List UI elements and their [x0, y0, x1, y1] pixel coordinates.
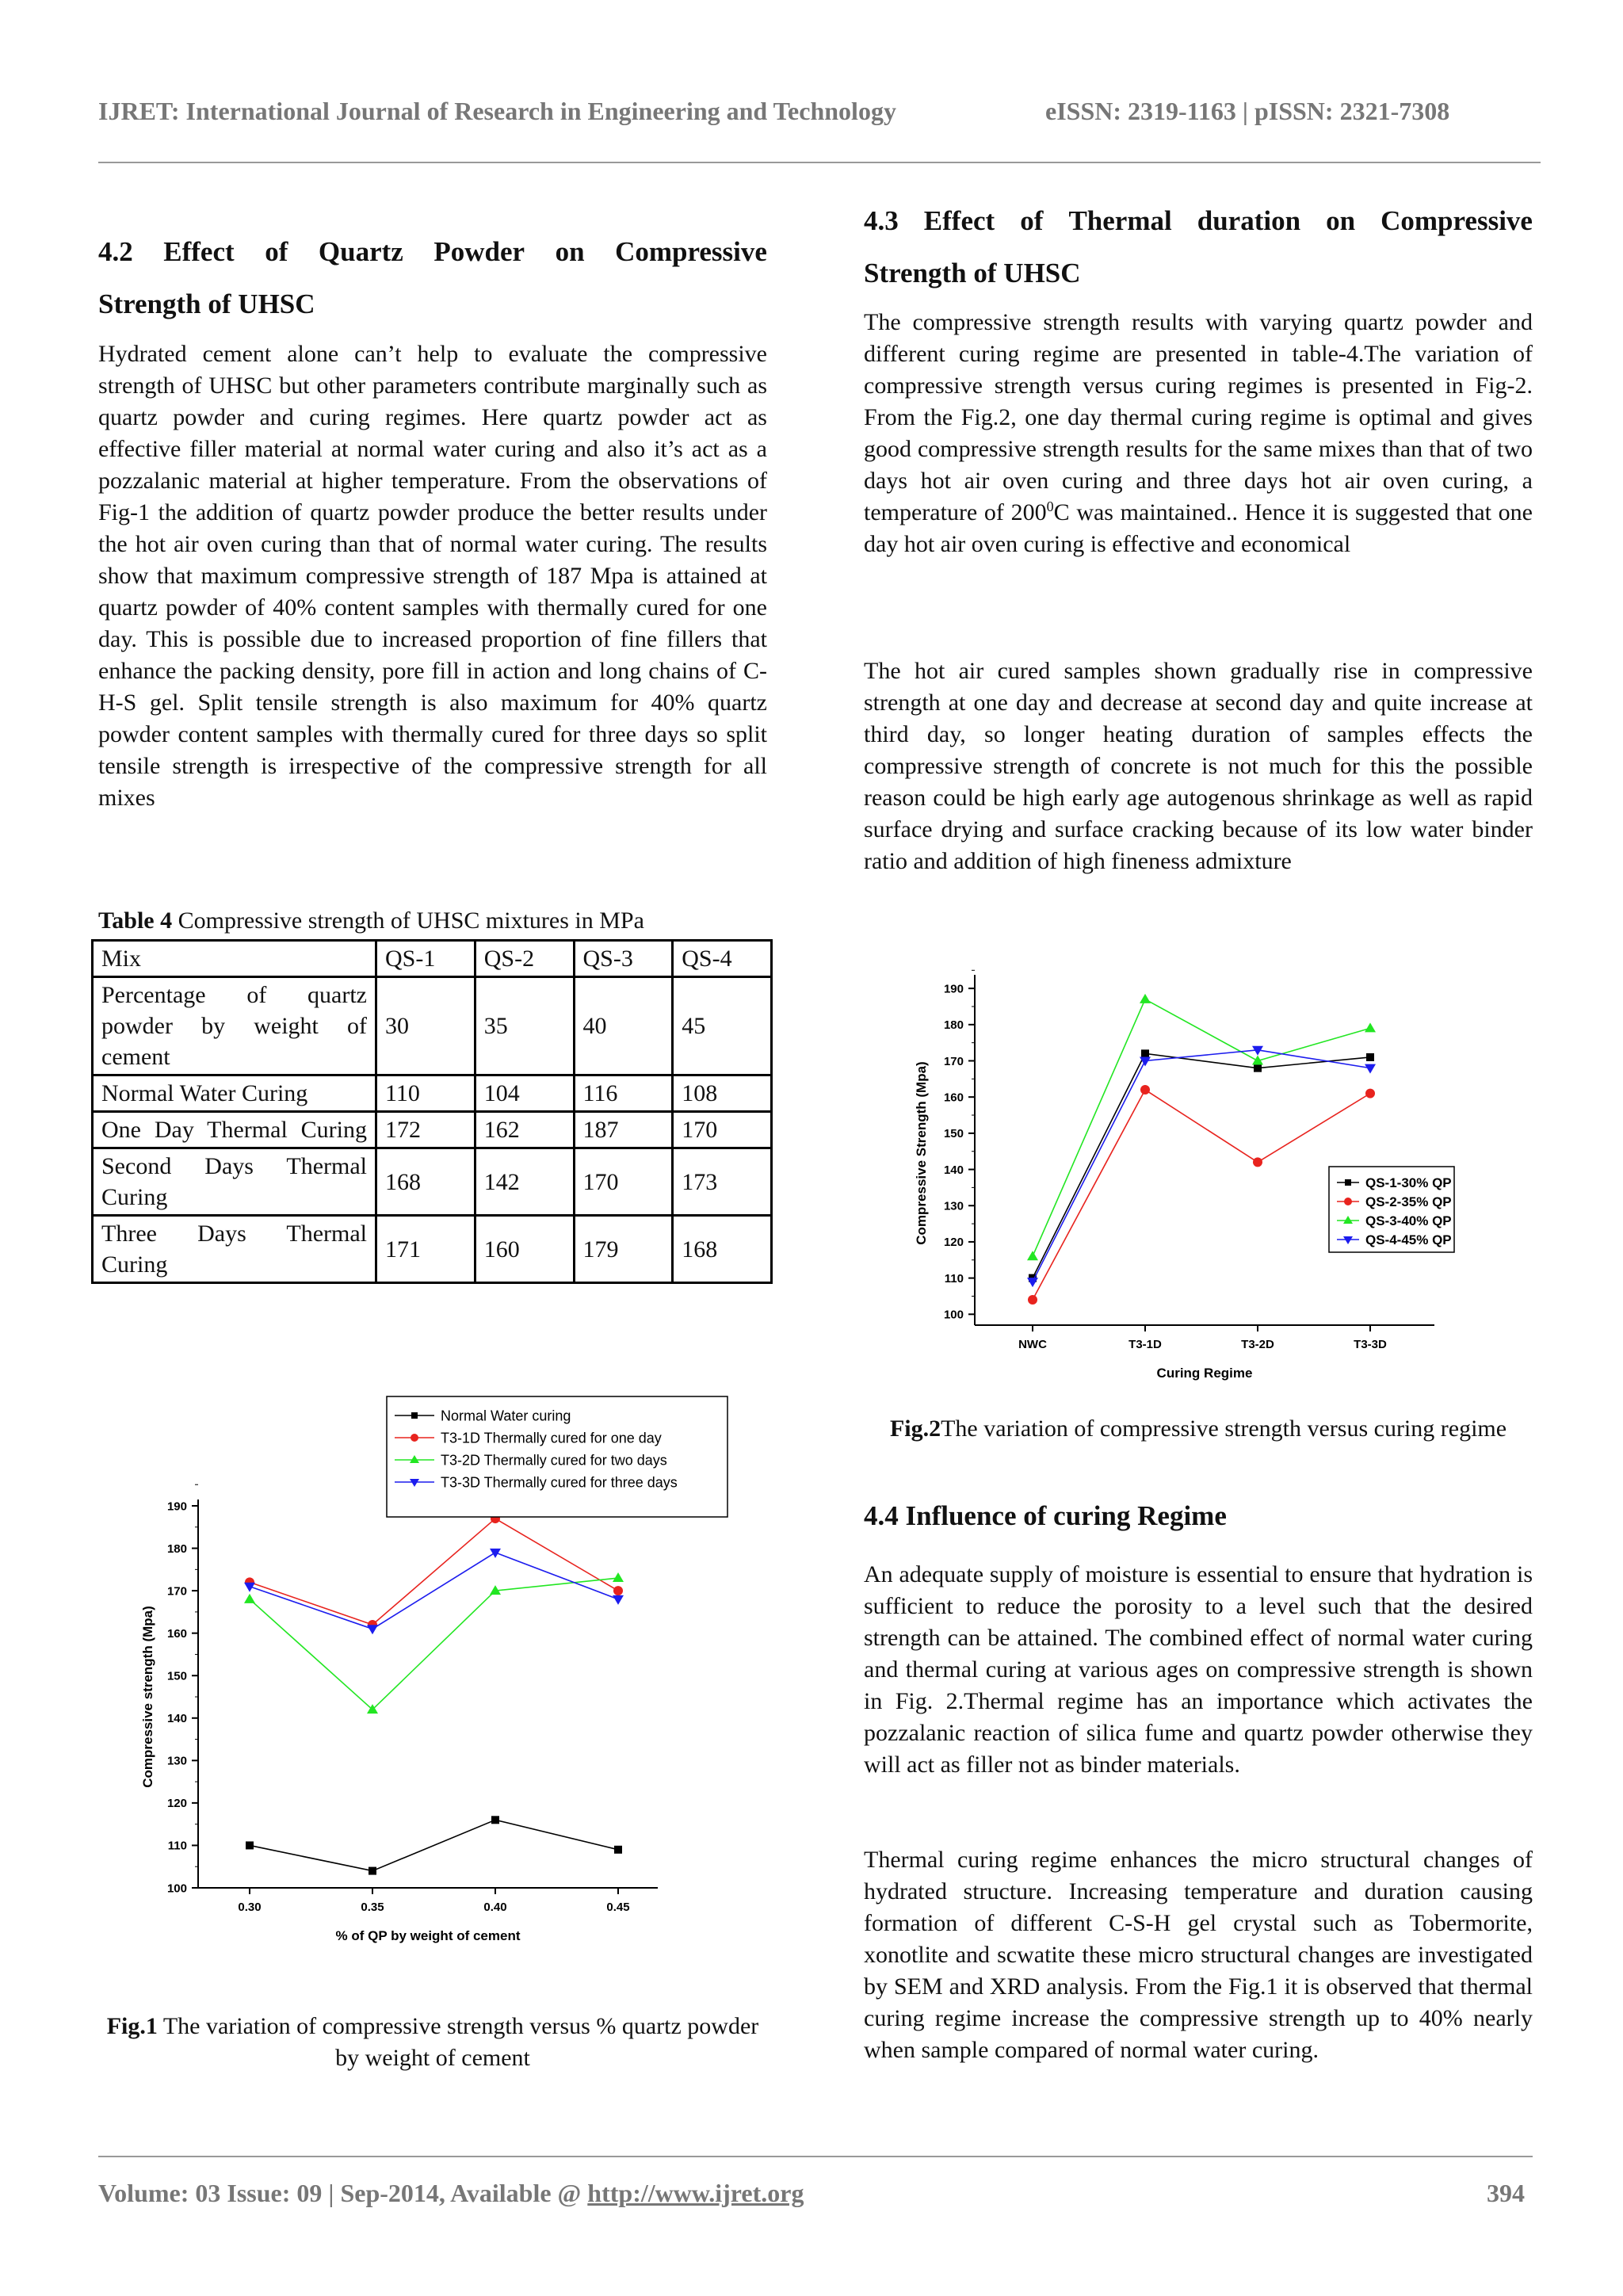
y-tick-label: 180 [166, 1541, 187, 1556]
x-tick-label: T3-2D [1241, 1338, 1274, 1351]
data-point [613, 1595, 624, 1605]
data-point [1140, 994, 1151, 1003]
data-point [244, 1594, 255, 1603]
data-point [1365, 1089, 1375, 1098]
y-tick-label: 140 [943, 1163, 964, 1177]
data-point [1254, 1064, 1262, 1072]
table-row: Normal Water Curing 110 104 116 108 [93, 1075, 772, 1112]
data-point [1366, 1053, 1374, 1061]
data-point [1027, 1278, 1038, 1287]
legend-label: QS-2-35% QP [1365, 1194, 1452, 1209]
section-4-3-paragraph-2: The hot air cured samples shown gradually rise in compressive strength at one day and decrease at second day and quite increase at third day, so longer heating duration of samples effects the compressive strength of concrete is not much for this the possible reason could be high early age autogenous shrinkage as well as rapid surface drying and surface cracking because of its low water binder ratio and addition of high fineness admixture [864, 658, 1533, 874]
y-tick-label: 120 [943, 1236, 964, 1250]
section-4-4-heading: 4.4 Influence of curing Regime [864, 1500, 1227, 1531]
data-point [490, 1549, 501, 1558]
figure-1-chart [135, 1387, 737, 1958]
y-tick-label: 190 [943, 982, 964, 996]
data-point [491, 1816, 499, 1824]
journal-title: IJRET: International Journal of Research in Engineering and Technology [98, 97, 896, 125]
table-row: Second Days Thermal Curing 168 142 170 173 [93, 1148, 772, 1216]
y-tick-label: 170 [166, 1584, 187, 1599]
x-tick-label: T3-1D [1128, 1338, 1162, 1351]
data-point [369, 1867, 376, 1875]
series-line-1 [250, 1820, 618, 1870]
header-rule [98, 162, 1541, 163]
section-4-3-paragraph-1: The compressive strength results with varying quartz powder and different curing regime are presented in table-4.The variation of compressive strength versus curing regimes is presented in Fig-2. From the Fig.2, one day thermal curing regime is optimal and gives good compressive strength results for the same mixes than that of two days hot air oven curing and three days hot air oven curing, a temperature of $200^0C$ was maintained.. Hence it is suggested that one day hot air oven curing is effective and economical [864, 309, 1533, 557]
series-line-1 [1033, 1053, 1370, 1278]
legend-label: T3-2D Thermally cured for two days [441, 1452, 667, 1469]
legend-marker [411, 1434, 418, 1442]
y-tick-label: 130 [166, 1754, 187, 1768]
y-axis-label: Compressive strength (Mpa) [140, 1606, 155, 1788]
table-4-caption: Table 4 Compressive strength of UHSC mixtures in MPa [98, 907, 644, 934]
footer-rule [98, 2156, 1533, 2157]
series-line-2 [1033, 1090, 1370, 1300]
x-tick-label: 0.45 [606, 1901, 630, 1914]
y-tick-label: 120 [166, 1797, 187, 1811]
data-point [613, 1572, 624, 1582]
page-number: 394 [1487, 2179, 1525, 2207]
section-4-3-heading: 4.3 Effect of Thermal duration on Compressive Strength of UHSC [864, 205, 1533, 288]
series-line-4 [1033, 1050, 1370, 1282]
y-tick-label: 100 [166, 1881, 187, 1896]
data-point [367, 1625, 378, 1634]
legend-marker [1345, 1179, 1351, 1186]
x-tick-label: 0.35 [361, 1901, 384, 1914]
legend-label: Normal Water curing [441, 1408, 571, 1424]
y-tick-label: 150 [943, 1127, 964, 1141]
data-point [613, 1586, 623, 1595]
table-row: One Day Thermal Curing 172 162 187 170 [93, 1112, 772, 1148]
legend-label: QS-4-45% QP [1365, 1232, 1452, 1247]
legend-label: QS-3-40% QP [1365, 1213, 1452, 1228]
y-tick-label: 190 [166, 1499, 187, 1514]
figure-2-chart [903, 959, 1474, 1387]
y-tick-label: 100 [943, 1308, 964, 1322]
y-tick-label: 160 [943, 1091, 964, 1105]
y-axis-label: Compressive Strength (Mpa) [914, 1061, 929, 1245]
data-point [1253, 1157, 1262, 1167]
journal-link[interactable]: http://www.ijret.org [587, 2179, 804, 2207]
data-point [1027, 1251, 1038, 1260]
x-axis-label: % of QP by weight of cement [335, 1928, 521, 1943]
y-tick-label: 140 [166, 1712, 187, 1726]
legend-marker [411, 1412, 418, 1419]
data-point [1365, 1022, 1376, 1032]
section-4-4-paragraph-1: An adequate supply of moisture is essential to ensure that hydration is sufficient to reduce the porosity to a level such that the desired strength can be attained. The combined effect of normal water curing and thermal curing at various ages on compressive strength is shown in Fig. 2.Thermal regime has an importance which activates the pozzalanic reaction of silica fume and quartz powder otherwise they will act as filler not as binder materials. [864, 1561, 1533, 1778]
x-tick-label: 0.30 [238, 1901, 262, 1914]
x-tick-label: NWC [1018, 1338, 1047, 1351]
legend-label: QS-1-30% QP [1365, 1175, 1452, 1190]
y-tick-label: 130 [943, 1199, 964, 1213]
x-tick-label: 0.40 [483, 1901, 507, 1914]
figure-1-caption: Fig.1 The variation of compressive strength versus % quartz powder by weight of cement [106, 2013, 759, 2071]
series-line-3 [250, 1578, 618, 1710]
data-point [1140, 1085, 1150, 1095]
series-line-2 [250, 1519, 618, 1625]
y-tick-label: 180 [943, 1018, 964, 1033]
x-tick-label: T3-3D [1354, 1338, 1387, 1351]
data-point [1028, 1295, 1037, 1305]
series-line-3 [1033, 999, 1370, 1256]
table-row: Three Days Thermal Curing 171 160 179 168 [93, 1216, 772, 1283]
legend-marker [1344, 1198, 1352, 1205]
section-4-2-heading: 4.2 Effect of Quartz Powder on Compressive Strength of UHSC [98, 236, 767, 319]
series-line-4 [250, 1553, 618, 1629]
table-4 [91, 939, 773, 1284]
figure-2-caption: Fig.2The variation of compressive strength versus curing regime [889, 1415, 1507, 1442]
footer-volume: Volume: 03 Issue: 09 | Sep-2014, Available @ http://www.ijret.org [98, 2179, 804, 2207]
y-tick-label: 150 [166, 1669, 187, 1683]
issn-line: eISSN: 2319-1163 | pISSN: 2321-7308 [1045, 97, 1450, 125]
section-4-2-paragraph: Hydrated cement alone can’t help to evaluate the compressive strength of UHSC but other parameters contribute marginally such as quartz powder and curing regimes. Here quartz powder act as effective filler material at normal water curing and also it’s act as a pozzalanic material at higher temperature. From the observations of Fig-1 the addition of quartz powder produce the better results under the hot air oven curing than that of normal water curing. The results show that maximum compressive strength of 187 Mpa is attained at quartz powder of 40% content samples with thermally cured for one day. This is possible due to increased proportion of fine fillers that enhance the packing density, pore fill in action and long chains of C-H-S gel. Split tensile strength is also maximum for 40% quartz powder content samples with thermally cured for three days so split tensile strength is irrespective of the compressive strength for all mixes [98, 341, 767, 811]
data-point [1141, 1049, 1149, 1057]
data-point [614, 1846, 622, 1854]
section-4-4-paragraph-2: Thermal curing regime enhances the micro structural changes of hydrated structure. Increasing temperature and duration causing formation of different C-S-H gel crystal such as Tobermorite, xonotlite and scwatite these micro structural changes are investigated by SEM and XRD analysis. From the Fig.1 it is observed that thermal curing regime increase the compressive strength up to 40% nearly when sample compared of normal water curing. [864, 1847, 1533, 2063]
legend-label: T3-3D Thermally cured for three days [441, 1474, 678, 1491]
data-point [246, 1841, 254, 1849]
y-tick-label: 170 [943, 1054, 964, 1068]
y-tick-label: 110 [167, 1839, 187, 1853]
table-header-row: Mix QS-1 QS-2 QS-3 QS-4 [93, 941, 772, 977]
data-point [1365, 1064, 1376, 1074]
y-tick-label: 110 [944, 1271, 964, 1286]
legend-label: T3-1D Thermally cured for one day [441, 1430, 662, 1446]
table-row: Percentage of quartz powder by weight of cement 30 35 40 45 [93, 977, 772, 1075]
x-axis-label: Curing Regime [1156, 1366, 1253, 1381]
y-tick-label: 160 [166, 1626, 187, 1641]
